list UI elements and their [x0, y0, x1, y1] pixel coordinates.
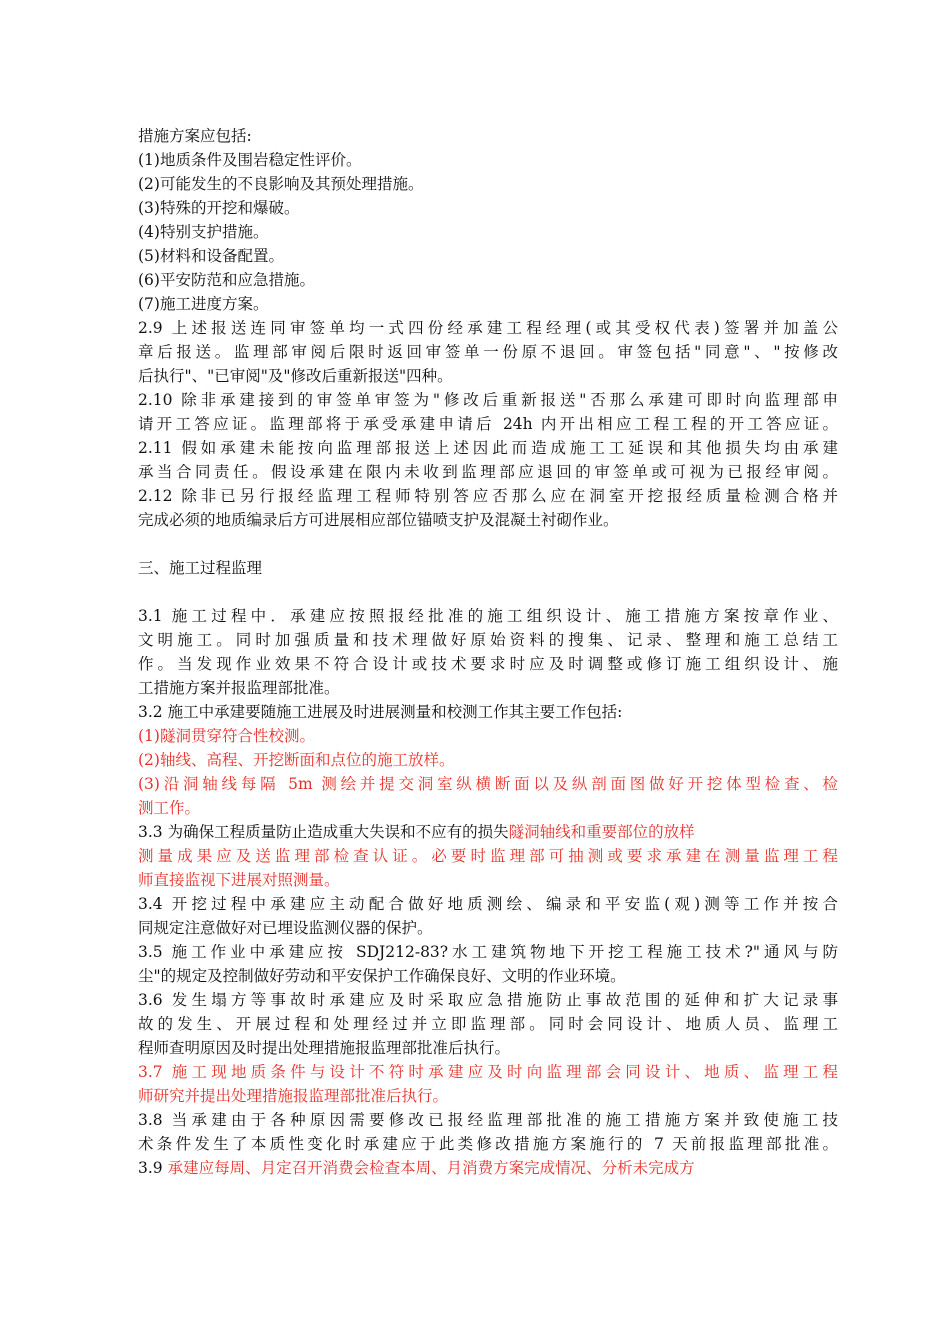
spacer	[138, 532, 838, 556]
paragraph-2-12-line: 2.12 除非已另行报经监理工程师特别答应否那么应在洞室开挖报经质量检测合格并	[138, 487, 838, 505]
highlighted-paragraph-3-7-line: 3.7 施工现地质条件与设计不符时承建应及时向监理部会同设计、地质、监理工程	[138, 1063, 838, 1081]
paragraph-number: 3.9	[138, 1159, 168, 1177]
highlighted-list-item: (2)轴线、高程、开挖断面和点位的施工放样。	[138, 751, 455, 769]
paragraph-3-1-line: 文明施工。同时加强质量和技术理做好原始资料的搜集、记录、整理和施工总结工	[138, 631, 838, 649]
paragraph-3-6-line: 故的发生、开展过程和处理经过并立即监理部。同时会同设计、地质人员、监理工	[138, 1015, 838, 1033]
paragraph-2-9-line: 2.9 上述报送连同审签单均一式四份经承建工程经理(或其受权代表)签署并加盖公	[138, 319, 838, 337]
list-item: (3)特殊的开挖和爆破。	[138, 199, 300, 217]
paragraph-3-1-line: 3.1 施工过程中．承建应按照报经批准的施工组织设计、施工措施方案按章作业、	[138, 607, 838, 625]
paragraph-3-1-line: 作。当发现作业效果不符合设计或技术要求时应及时调整或修订施工组织设计、施	[138, 655, 838, 673]
paragraph-3-5-line: 3.5 施工作业中承建应按 SDJ212-83?水工建筑物地下开挖工程施工技术?"通风与防	[138, 943, 838, 961]
paragraph-2-11-line: 2.11 假如承建未能按向监理部报送上述因此而造成施工工延误和其他损失均由承建	[138, 439, 838, 457]
highlighted-text: 承建应每周、月定召开消费会检查本周、月消费方案完成情况、分析未完成方	[167, 1159, 695, 1177]
paragraph-3-3-text: 3.3 为确保工程质量防止造成重大失误和不应有的损失	[138, 823, 509, 841]
paragraph-2-11-line: 承当合同责任。假设承建在限内未收到监理部应退回的审签单或可视为已报经审阅。	[138, 463, 838, 481]
list-item: (7)施工进度方案。	[138, 295, 269, 313]
list-item: (4)特别支护措施。	[138, 223, 269, 241]
paragraph-3-5-line: 尘"的规定及控制做好劳动和平安保护工作确保良好、文明的作业环境。	[138, 967, 626, 985]
paragraph-3-9-line	[138, 1156, 838, 1180]
list-item: (6)平安防范和应急措施。	[138, 271, 315, 289]
highlighted-paragraph-3-7-line: 师研究并提出处理措施报监理部批准后执行。	[138, 1087, 449, 1105]
paragraph-2-12-line: 完成必须的地质编录后方可进展相应部位锚喷支护及混凝土衬砌作业。	[138, 511, 619, 529]
paragraph-3-8-line: 3.8 当承建由于各种原因需要修改已报经监理部批准的施工措施方案并致使施工技	[138, 1111, 838, 1129]
paragraph-3-4-line: 3.4 开挖过程中承建应主动配合做好地质测绘、编录和平安监(观)测等工作并按合	[138, 895, 838, 913]
highlighted-text: 测量成果应及送监理部检查认证。必要时监理部可抽测或要求承建在测量监理工程	[138, 847, 838, 865]
paragraph-2-10-line: 请开工答应证。监理部将于承受承建申请后 24h 内开出相应工程工程的开工答应证。	[138, 415, 838, 433]
highlighted-text: 师直接监视下进展对照测量。	[138, 871, 340, 889]
spacer	[138, 580, 838, 604]
list-item: (5)材料和设备配置。	[138, 247, 284, 265]
intro-text: 措施方案应包括:	[138, 127, 252, 145]
paragraph-3-4-line: 同规定注意做好对已埋设监测仪器的保护。	[138, 919, 433, 937]
paragraph-2-10-line: 2.10 除非承建接到的审签单审签为"修改后重新报送"否那么承建可即时向监理部申	[138, 391, 838, 409]
highlighted-list-item: (1)隧洞贯穿符合性校测。	[138, 727, 315, 745]
highlighted-text: 隧洞轴线和重要部位的放样	[508, 823, 695, 841]
paragraph-2-9-line: 章后报送。监理部审阅后限时返回审签单一份原不退回。审签包括"同意"、"按修改	[138, 343, 838, 361]
paragraph-3-3-line	[138, 820, 838, 844]
paragraph-3-1-line: 工措施方案并报监理部批准。	[138, 679, 340, 697]
paragraph-3-6-line: 3.6 发生塌方等事故时承建应及时采取应急措施防止事故范围的延伸和扩大记录事	[138, 991, 838, 1009]
paragraph-3-8-line: 术条件发生了本质性变化时承建应于此类修改措施方案施行的 7 天前报监理部批准。	[138, 1135, 838, 1153]
paragraph-2-9-line: 后执行"、"已审阅"及"修改后重新报送"四种。	[138, 367, 453, 385]
highlighted-list-item: (3)沿洞轴线每隔 5m 测绘并提交洞室纵横断面以及纵剖面图做好开挖体型检查、检	[138, 775, 838, 793]
paragraph-3-2-line: 3.2 施工中承建要随施工进展及时进展测量和校测工作其主要工作包括:	[138, 703, 623, 721]
section-heading: 三、施工过程监理	[138, 559, 263, 577]
list-item: (2)可能发生的不良影响及其预处理措施。	[138, 175, 424, 193]
list-item: (1)地质条件及围岩稳定性评价。	[138, 151, 362, 169]
highlighted-list-item: 测工作。	[138, 799, 201, 817]
document-body	[138, 124, 838, 1180]
paragraph-3-6-line: 程师查明原因及时提出处理措施报监理部批准后执行。	[138, 1039, 511, 1057]
